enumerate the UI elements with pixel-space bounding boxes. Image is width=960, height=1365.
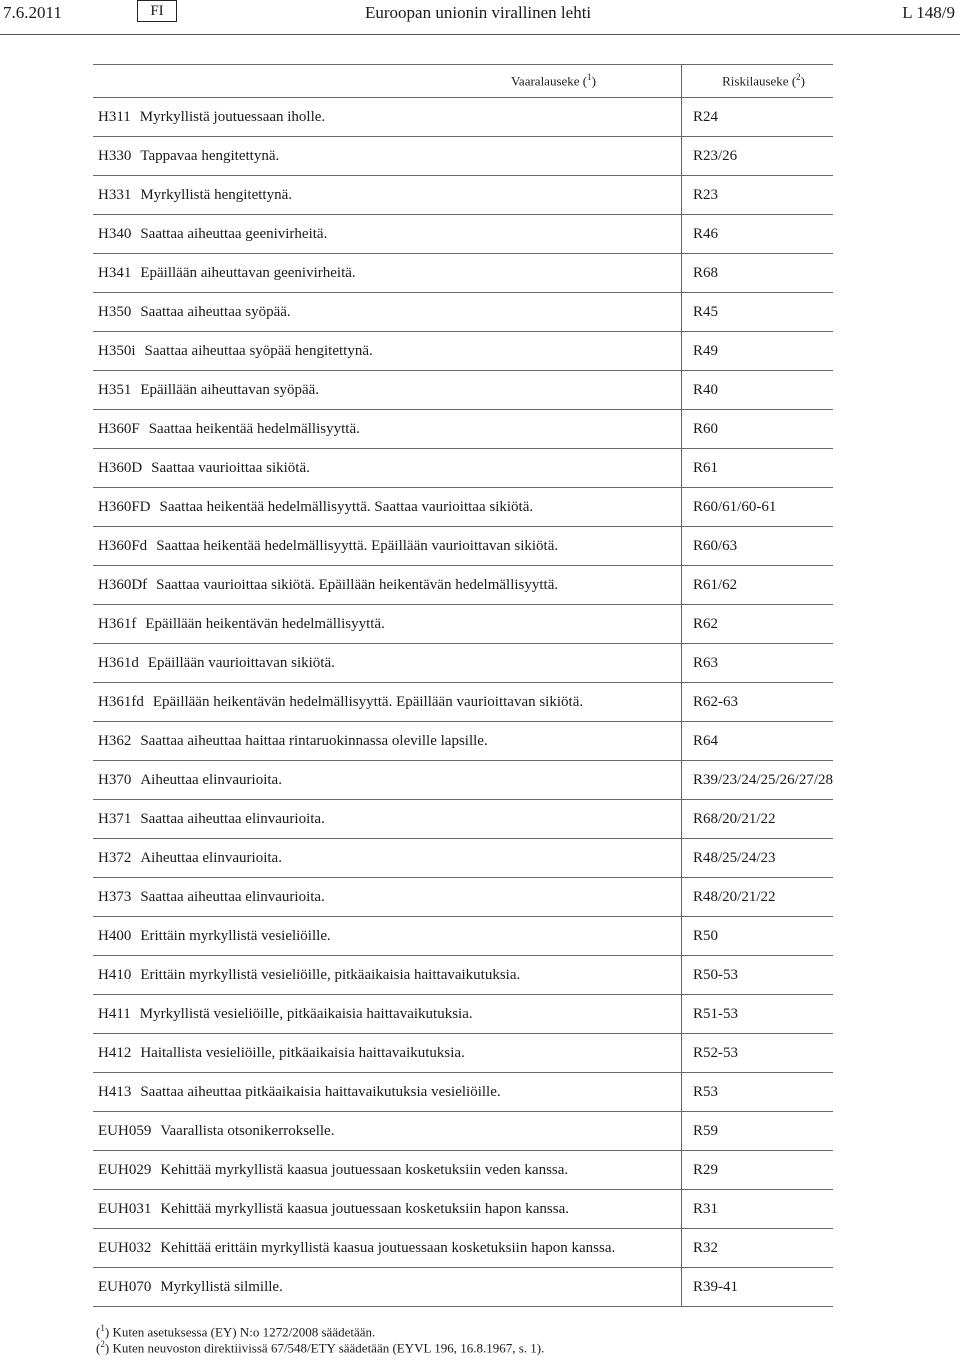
hazard-text: Saattaa heikentää hedelmällisyyttä. Epäillään vaurioittavan sikiötä. xyxy=(156,537,559,554)
hazard-text: Kehittää erittäin myrkyllistä kaasua joutuessaan kosketuksiin hapon kanssa. xyxy=(160,1239,616,1256)
hazard-code: H370 xyxy=(98,771,132,788)
hazard-statement-cell xyxy=(93,566,681,605)
hazard-text: Epäillään aiheuttavan geenivirheitä. xyxy=(140,264,356,281)
hazard-text: Saattaa vaurioittaa sikiötä. Epäillään heikentävän hedelmällisyyttä. xyxy=(156,576,559,593)
hazard-code: H311 xyxy=(98,108,131,125)
risk-phrase-cell: R60 xyxy=(681,410,833,449)
risk-phrase-cell: R68 xyxy=(681,254,833,293)
table-row xyxy=(93,722,833,761)
risk-phrase-cell: R50 xyxy=(681,917,833,956)
risk-phrase-cell: R24 xyxy=(681,98,833,137)
risk-phrase-cell: R32 xyxy=(681,1229,833,1268)
hazard-code: EUH032 xyxy=(98,1239,152,1256)
table-row xyxy=(93,1190,833,1229)
table-row xyxy=(93,1034,833,1073)
footnote-2: ($^2$) Kuten neuvoston direktiivissä 67/548/ETY säädetään (EYVL 196, 16.8.1967, s. 1). xyxy=(96,1339,545,1356)
hazard-text: Saattaa aiheuttaa geenivirheitä. xyxy=(140,225,328,242)
hazard-statement-cell xyxy=(93,1190,681,1229)
hazard-text: Myrkyllistä silmille. xyxy=(160,1278,283,1295)
hazard-code: H351 xyxy=(98,381,132,398)
hazard-code: H340 xyxy=(98,225,132,242)
column-header-hazard: Vaaralauseke ($^1$) xyxy=(93,65,681,98)
risk-phrase-cell: R61 xyxy=(681,449,833,488)
hazard-risk-table xyxy=(93,64,833,1307)
footnote-1: ($^1$) Kuten asetuksessa (EY) N:o 1272/2008 säädetään. xyxy=(96,1323,376,1340)
hazard-code: H361f xyxy=(98,615,137,632)
hazard-code: H372 xyxy=(98,849,132,866)
hazard-statement-cell xyxy=(93,956,681,995)
hazard-statement-cell xyxy=(93,215,681,254)
hazard-code: H361d xyxy=(98,654,139,671)
hazard-code: H360FD xyxy=(98,498,151,515)
hazard-code: H350 xyxy=(98,303,132,320)
hazard-statement-cell xyxy=(93,1229,681,1268)
hazard-code: EUH031 xyxy=(98,1200,152,1217)
risk-phrase-cell: R68/20/21/22 xyxy=(681,800,833,839)
table-row xyxy=(93,527,833,566)
hazard-code: H410 xyxy=(98,966,132,983)
risk-phrase-cell: R45 xyxy=(681,293,833,332)
hazard-statement-cell xyxy=(93,761,681,800)
hazard-code: H400 xyxy=(98,927,132,944)
hazard-text: Haitallista vesieliöille, pitkäaikaisia haittavaikutuksia. xyxy=(140,1044,465,1061)
table-row xyxy=(93,371,833,410)
risk-phrase-cell: R50-53 xyxy=(681,956,833,995)
hazard-code: H361fd xyxy=(98,693,144,710)
hazard-statement-cell xyxy=(93,995,681,1034)
risk-phrase-cell: R29 xyxy=(681,1151,833,1190)
hazard-text: Tappavaa hengitettynä. xyxy=(140,147,280,164)
table-row xyxy=(93,1151,833,1190)
table-row xyxy=(93,176,833,215)
hazard-statement-cell xyxy=(93,488,681,527)
table-row xyxy=(93,1112,833,1151)
risk-phrase-cell: R48/25/24/23 xyxy=(681,839,833,878)
hazard-code: H371 xyxy=(98,810,132,827)
hazard-statement-cell xyxy=(93,332,681,371)
risk-phrase-cell: R62-63 xyxy=(681,683,833,722)
hazard-text: Saattaa aiheuttaa pitkäaikaisia haittavaikutuksia vesieliöille. xyxy=(140,1083,501,1100)
hazard-code: H360F xyxy=(98,420,140,437)
hazard-code: H373 xyxy=(98,888,132,905)
hazard-code: H360Fd xyxy=(98,537,148,554)
hazard-code: H341 xyxy=(98,264,132,281)
hazard-text: Epäillään aiheuttavan syöpää. xyxy=(140,381,320,398)
hazard-statement-cell xyxy=(93,878,681,917)
hazard-statement-cell xyxy=(93,1151,681,1190)
risk-phrase-cell: R62 xyxy=(681,605,833,644)
risk-phrase-cell: R63 xyxy=(681,644,833,683)
table-row xyxy=(93,449,833,488)
table-body xyxy=(93,98,833,1307)
table-row xyxy=(93,254,833,293)
hazard-statement-cell xyxy=(93,839,681,878)
table-row xyxy=(93,800,833,839)
risk-phrase-cell: R61/62 xyxy=(681,566,833,605)
table-row xyxy=(93,98,833,137)
hazard-statement-cell xyxy=(93,254,681,293)
risk-phrase-cell: R59 xyxy=(681,1112,833,1151)
hazard-statement-cell xyxy=(93,800,681,839)
risk-phrase-cell: R23/26 xyxy=(681,137,833,176)
risk-phrase-cell: R46 xyxy=(681,215,833,254)
risk-phrase-cell: R53 xyxy=(681,1073,833,1112)
hazard-text: Aiheuttaa elinvaurioita. xyxy=(140,849,282,866)
hazard-text: Kehittää myrkyllistä kaasua joutuessaan kosketuksiin veden kanssa. xyxy=(160,1161,569,1178)
journal-title: Euroopan unionin virallinen lehti xyxy=(365,3,592,22)
table-row xyxy=(93,839,833,878)
risk-phrase-cell: R64 xyxy=(681,722,833,761)
table-row xyxy=(93,1073,833,1112)
table-row xyxy=(93,878,833,917)
hazard-code: EUH059 xyxy=(98,1122,152,1139)
hazard-text: Saattaa aiheuttaa syöpää hengitettynä. xyxy=(144,342,373,359)
hazard-statement-cell xyxy=(93,449,681,488)
hazard-text: Erittäin myrkyllistä vesieliöille. xyxy=(140,927,331,944)
risk-phrase-cell: R39-41 xyxy=(681,1268,833,1307)
table-header-row xyxy=(93,65,833,98)
hazard-statement-cell xyxy=(93,527,681,566)
hazard-code: H360Df xyxy=(98,576,148,593)
hazard-statement-cell xyxy=(93,137,681,176)
risk-phrase-cell: R60/63 xyxy=(681,527,833,566)
hazard-text: Myrkyllistä joutuessaan iholle. xyxy=(139,108,326,125)
header-rule xyxy=(0,34,960,35)
hazard-statement-cell xyxy=(93,293,681,332)
table-row xyxy=(93,137,833,176)
table-row xyxy=(93,956,833,995)
hazard-text: Saattaa aiheuttaa elinvaurioita. xyxy=(140,810,325,827)
hazard-statement-cell xyxy=(93,605,681,644)
hazard-statement-cell xyxy=(93,1268,681,1307)
hazard-text: Myrkyllistä hengitettynä. xyxy=(140,186,292,203)
table-row xyxy=(93,1268,833,1307)
hazard-text: Saattaa vaurioittaa sikiötä. xyxy=(151,459,310,476)
hazard-code: EUH070 xyxy=(98,1278,152,1295)
header-date: 7.6.2011 xyxy=(3,3,62,22)
hazard-statement-cell xyxy=(93,917,681,956)
risk-phrase-cell: R31 xyxy=(681,1190,833,1229)
hazard-code: H411 xyxy=(98,1005,131,1022)
table-row xyxy=(93,332,833,371)
hazard-statement-cell xyxy=(93,410,681,449)
risk-phrase-cell: R23 xyxy=(681,176,833,215)
language-badge: FI xyxy=(137,0,177,22)
page-number: L 148/9 xyxy=(902,3,955,22)
hazard-text: Aiheuttaa elinvaurioita. xyxy=(140,771,282,788)
hazard-statement-cell xyxy=(93,371,681,410)
hazard-code: H362 xyxy=(98,732,132,749)
hazard-statement-cell xyxy=(93,644,681,683)
table-row xyxy=(93,995,833,1034)
table-row xyxy=(93,293,833,332)
hazard-text: Epäillään heikentävän hedelmällisyyttä. xyxy=(145,615,385,632)
table-row xyxy=(93,488,833,527)
hazard-statement-cell xyxy=(93,176,681,215)
hazard-text: Saattaa heikentää hedelmällisyyttä. xyxy=(148,420,360,437)
hazard-text: Epäillään vaurioittavan sikiötä. xyxy=(147,654,335,671)
table-row xyxy=(93,1229,833,1268)
risk-phrase-cell: R51-53 xyxy=(681,995,833,1034)
table-row xyxy=(93,215,833,254)
hazard-code: H412 xyxy=(98,1044,132,1061)
hazard-text: Kehittää myrkyllistä kaasua joutuessaan kosketuksiin hapon kanssa. xyxy=(160,1200,569,1217)
hazard-statement-cell xyxy=(93,722,681,761)
table-row xyxy=(93,644,833,683)
column-header-risk: Riskilauseke ($^2$) xyxy=(681,65,833,98)
hazard-text: Saattaa aiheuttaa haittaa rintaruokinnassa oleville lapsille. xyxy=(140,732,488,749)
hazard-text: Saattaa heikentää hedelmällisyyttä. Saattaa vaurioittaa sikiötä. xyxy=(159,498,534,515)
hazard-statement-cell xyxy=(93,98,681,137)
hazard-text: Vaarallista otsonikerrokselle. xyxy=(160,1122,335,1139)
hazard-code: H360D xyxy=(98,459,143,476)
table-row xyxy=(93,917,833,956)
risk-phrase-cell: R48/20/21/22 xyxy=(681,878,833,917)
risk-phrase-cell: R52-53 xyxy=(681,1034,833,1073)
hazard-statement-cell xyxy=(93,683,681,722)
hazard-text: Myrkyllistä vesieliöille, pitkäaikaisia haittavaikutuksia. xyxy=(139,1005,473,1022)
hazard-text: Saattaa aiheuttaa elinvaurioita. xyxy=(140,888,325,905)
risk-phrase-cell: R60/61/60-61 xyxy=(681,488,833,527)
risk-phrase-cell: R49 xyxy=(681,332,833,371)
table-row xyxy=(93,761,833,800)
hazard-code: H331 xyxy=(98,186,132,203)
hazard-statement-cell xyxy=(93,1073,681,1112)
hazard-statement-cell xyxy=(93,1112,681,1151)
risk-phrase-cell: R40 xyxy=(681,371,833,410)
risk-phrase-cell: R39/23/24/25/26/27/28 xyxy=(681,761,833,800)
hazard-code: H413 xyxy=(98,1083,132,1100)
hazard-code: H330 xyxy=(98,147,132,164)
table-row xyxy=(93,410,833,449)
table-row xyxy=(93,566,833,605)
table-row xyxy=(93,605,833,644)
hazard-statement-cell xyxy=(93,1034,681,1073)
hazard-text: Erittäin myrkyllistä vesieliöille, pitkäaikaisia haittavaikutuksia. xyxy=(140,966,521,983)
table-row xyxy=(93,683,833,722)
hazard-code: H350i xyxy=(98,342,136,359)
hazard-text: Epäillään heikentävän hedelmällisyyttä. Epäillään vaurioittavan sikiötä. xyxy=(152,693,584,710)
hazard-text: Saattaa aiheuttaa syöpää. xyxy=(140,303,291,320)
hazard-code: EUH029 xyxy=(98,1161,152,1178)
